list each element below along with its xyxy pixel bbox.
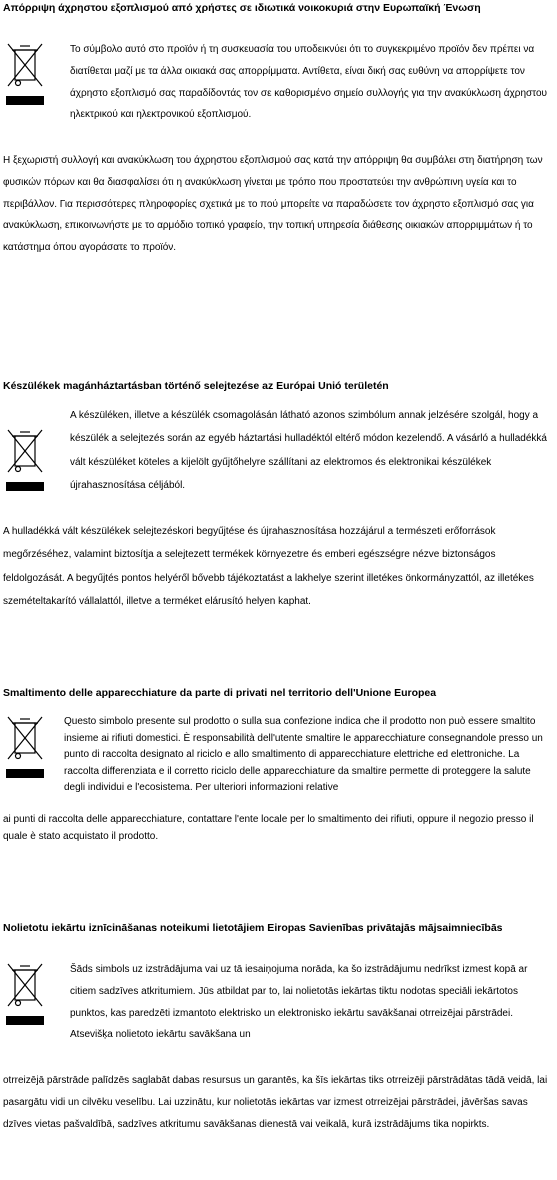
section-body-indented: Το σύμβολο αυτό στο προϊόν ή τη συσκευασία του υποδεικνύει ότι το συγκεκριμένο προϊόν δεν πρέπει να διατίθεται μαζί με τα άλλα οικιακά σας απορρίμματα. Αντίθετα, είναι δική σας ευθύνη να απορρίψετε τον άχρηστο εξοπλισμό σας παραδίδοντάς τον σε καθορισμένο σημείο συλλογής για την ανακύκλωση άχρηστου ηλεκτρικού και ηλεκτρονικού εξοπλισμού. [70, 44, 548, 121]
section-title: Nolietotu iekārtu iznīcināšanas noteikumi lietotājiem Eiropas Savienības privātajās mājsaimniecībās [3, 922, 503, 934]
section-title: Smaltimento delle apparecchiature da parte di privati nel territorio dell'Unione Europea [3, 687, 437, 699]
section-title: Készülékek magánháztartásban történő selejtezése az Európai Unió területén [3, 380, 389, 392]
section-body: A hulladékká vált készülékek selejtezéskori begyűjtése és újrahasznosítása hozzájárul a természeti erőforrások megőrzéséhez, valamint biztosítja a selejtezett termékek környezetre és emberi egészségre nézve biztonságos feldolgozását. A begyűjtés pontos helyéről bővebb tájékoztatást a lakhelye szerint illetékes önkormányzattól, az illetékes szemételtakarító vállalattól, illetve a terméket elárusító helyen kaphat. [3, 526, 534, 608]
section-body: ai punti di raccolta delle apparecchiature, contattare l'ente locale per lo smaltimento dei rifiuti, oppure il negozio presso il quale è stato acquistato il prodotto. [3, 814, 534, 842]
section-body: Η ξεχωριστή συλλογή και ανακύκλωση του άχρηστου εξοπλισμού σας κατά την απόρριψη θα συμβάλει στη διατήρηση των φυσικών πόρων και θα διασφαλίσει ότι η ανακύκλωση γίνεται με τρόπο που προστατεύει την ανθρώπινη υγεία και το περιβάλλον. Για περισσότερες πληροφορίες σχετικά με το πού μπορείτε να παραδώσετε τον άχρηστο εξοπλισμό σας για ανακύκλωση, επικοινωνήστε με το αρμόδιο τοπικό γραφείο, την τοπική υπηρεσία διάθεσης οικιακών απορριμμάτων ή το κατάστημα όπου αγοράσατε το προϊόν. [3, 155, 543, 254]
section-body: otrreizējā pārstrāde palīdzēs saglabāt dabas resursus un garantēs, ka šīs iekārtas tiks otrreizēji pārstrādātas tādā veidā, lai pasargātu vidi un cilvēku veselību. Lai uzzinātu, kur nolietotās iekārtas var izmest otrreizējai pārstrādei, jāvēršas savas dzīves vietas pašvaldībā, sadzīves atkritumu savākšanas dienestā vai veikalā, kurā izstrādājums tika nopirkts. [3, 1075, 548, 1130]
section-title: Απόρριψη άχρηστου εξοπλισμού από χρήστες σε ιδιωτικά νοικοκυριά στην Ευρωπαϊκή Ένωση [3, 2, 481, 14]
crossed-out-wheelie-bin-icon [6, 962, 44, 1026]
crossed-out-wheelie-bin-icon [6, 42, 44, 106]
section-body-indented: Questo simbolo presente sul prodotto o sulla sua confezione indica che il prodotto non può essere smaltito insieme ai rifiuti domestici. È responsabilità dell'utente smaltire le apparecchiature consegnandole presso un punto di raccolta designato al riciclo e allo smaltimento di apparecchiature elettriche ed elettroniche. La raccolta differenziata e il corretto riciclo delle apparecchiature da smaltire permette di proteggere la salute degli individui e l'ecosistema. Per ulteriori informazioni relative [64, 716, 543, 793]
section-body-indented: Šāds simbols uz izstrādājuma vai uz tā iesaiņojuma norāda, ka šo izstrādājumu nedrīkst izmest kopā ar citiem sadzīves atkritumiem. Jūs atbildat par to, lai nolietotās iekārtas tiktu nodotas speciāli iekārtotos punktos, kas paredzēti izmantoto elektrisko un elektronisko iekārtu savākšanai otrreizējai pārstrādei. Atsevišķa nolietoto iekārtu savākšana un [70, 964, 528, 1041]
crossed-out-wheelie-bin-icon [6, 428, 44, 492]
section-body-indented: A készüléken, illetve a készülék csomagolásán látható azonos szimbólum annak jelzésére szolgál, hogy a készülék a selejtezés során az egyéb háztartási hulladéktól eltérő módon kezelendő. A vásárló a hulladékká vált készüléket köteles a kijelölt gyűjtőhelyre szállítani az elektromos és elektronikai készülékek újrahasznosítása céljából. [70, 410, 547, 492]
crossed-out-wheelie-bin-icon [6, 715, 44, 779]
